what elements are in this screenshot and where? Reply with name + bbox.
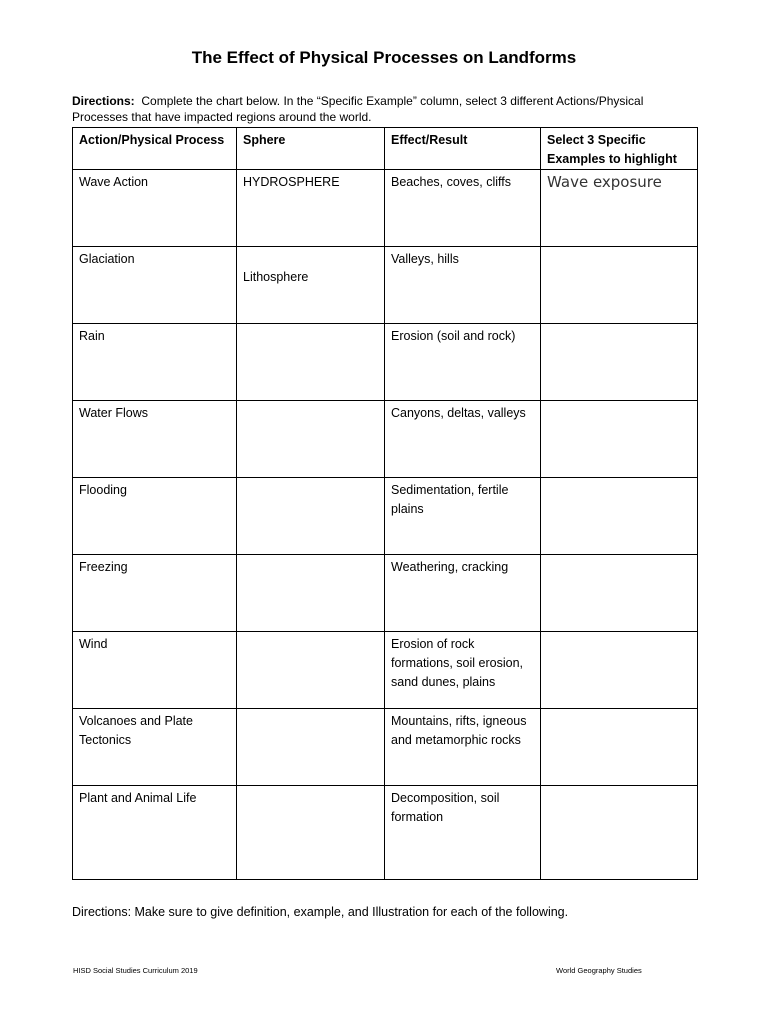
process-cell: Rain [73,324,237,401]
table-row [73,324,698,401]
example-answer: Wave exposure [547,173,662,191]
effect-cell: Erosion (soil and rock) [385,324,541,401]
effect-cell: Weathering, cracking [385,555,541,632]
process-cell: Flooding [73,478,237,555]
process-cell: Plant and Animal Life [73,786,237,880]
effect-cell: Erosion of rock formations, soil erosion, sand dunes, plains [385,632,541,709]
example-cell[interactable] [541,324,698,401]
example-cell[interactable] [541,786,698,880]
example-cell[interactable] [541,170,698,247]
process-cell: Wind [73,632,237,709]
sphere-cell[interactable] [237,324,385,401]
sphere-cell[interactable] [237,247,385,324]
footer-curriculum: HISD Social Studies Curriculum 2019 [73,966,198,975]
example-cell[interactable] [541,478,698,555]
directions-paragraph [72,93,702,125]
page-title: The Effect of Physical Processes on Landforms [191,48,577,67]
example-cell[interactable] [541,632,698,709]
example-cell[interactable] [541,555,698,632]
effect-cell: Valleys, hills [385,247,541,324]
table-row [73,247,698,324]
sphere-cell[interactable]: HYDROSPHERE [237,170,385,247]
sphere-answer: Lithosphere [243,270,309,284]
example-cell[interactable] [541,709,698,786]
process-cell: Freezing [73,555,237,632]
effect-cell: Mountains, rifts, igneous and metamorphic rocks [385,709,541,786]
effect-cell: Canyons, deltas, valleys [385,401,541,478]
effect-cell: Decomposition, soil formation [385,786,541,880]
example-cell[interactable] [541,247,698,324]
header-specific-examples: Select 3 Specific Examples to highlight [541,128,698,170]
effect-cell: Beaches, coves, cliffs [385,170,541,247]
table-header-row [73,128,698,170]
sphere-cell[interactable] [237,709,385,786]
directions-second: Directions: Make sure to give definition, example, and Illustration for each of the following. [72,905,569,919]
process-cell: Glaciation [73,247,237,324]
effect-cell: Sedimentation, fertile plains [385,478,541,555]
table-row [73,170,698,247]
table-row [73,555,698,632]
directions-text: Complete the chart below. In the “Specific Example” column, select 3 different Actions/Physical Processes that have impacted regions around the world. [72,94,644,124]
processes-table [72,127,698,880]
directions-label: Directions: [72,94,135,108]
process-cell: Water Flows [73,401,237,478]
sphere-cell[interactable] [237,478,385,555]
table-row [73,786,698,880]
sphere-cell[interactable] [237,555,385,632]
table-row [73,401,698,478]
table-row [73,632,698,709]
header-effect-result: Effect/Result [385,128,541,170]
footer-course: World Geography Studies [556,966,642,975]
header-action-process: Action/Physical Process [73,128,237,170]
example-cell[interactable] [541,401,698,478]
header-sphere: Sphere [237,128,385,170]
table-row [73,709,698,786]
sphere-cell[interactable] [237,786,385,880]
table-row [73,478,698,555]
process-cell: Volcanoes and Plate Tectonics [73,709,237,786]
sphere-cell[interactable] [237,401,385,478]
sphere-cell[interactable] [237,632,385,709]
process-cell: Wave Action [73,170,237,247]
